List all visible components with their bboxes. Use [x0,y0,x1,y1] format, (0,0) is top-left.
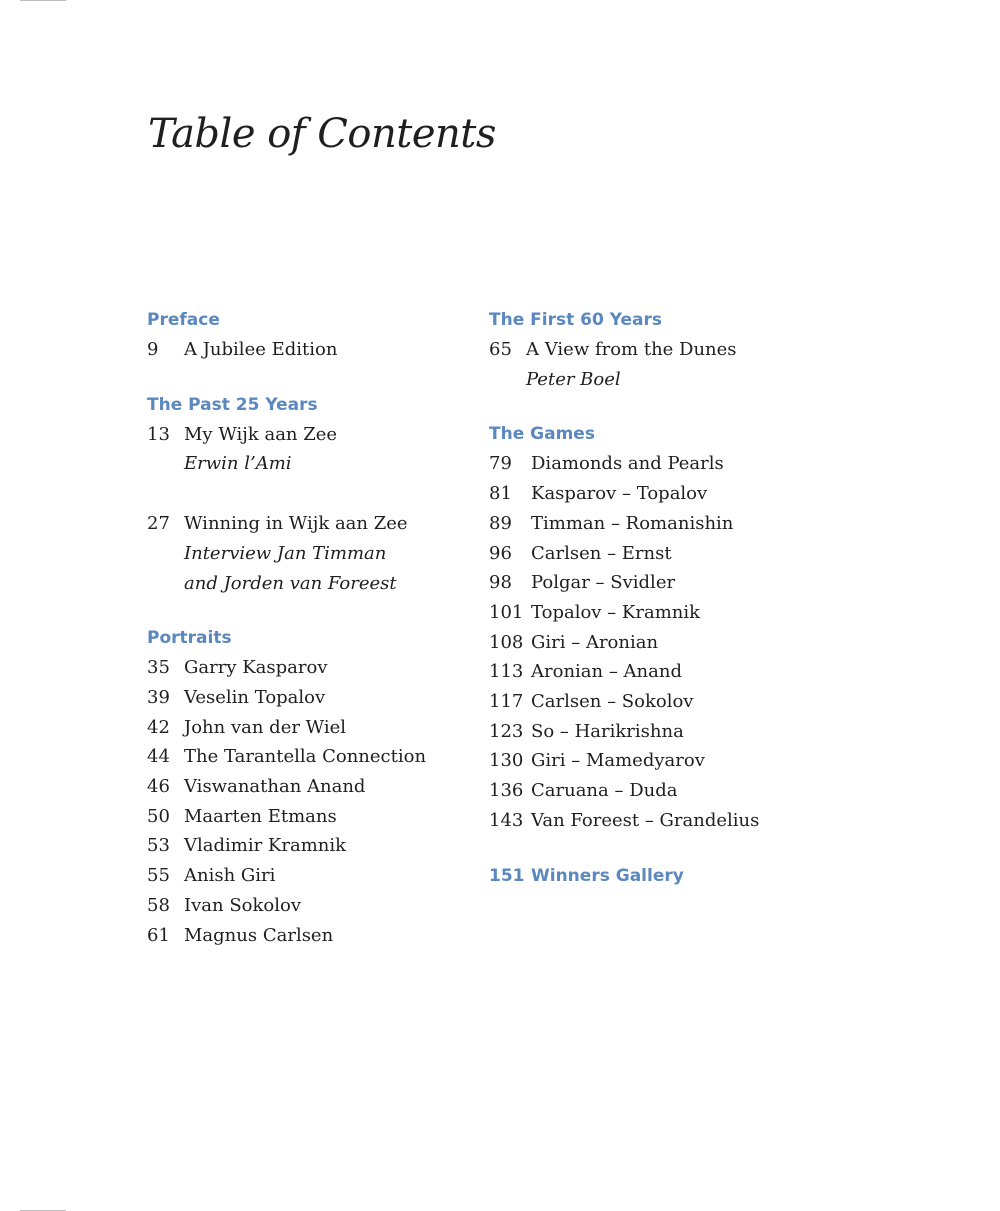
toc-entry[interactable] [489,479,829,509]
page-number: 151 [489,865,525,886]
page-number: 89 [489,512,512,534]
toc-left-column [147,308,477,950]
page-number: 9 [147,339,159,360]
page-number: 143 [489,809,524,831]
entry-title: Veselin Topalov [184,686,326,708]
entry-title: Van Foreest – Grandelius [531,809,760,831]
entry-title: Winners Gallery [531,865,684,886]
section-heading-preface: Preface [147,310,220,330]
entry-title: The Tarantella Connection [184,746,427,768]
entry-title: A Jubilee Edition [184,339,338,360]
toc-entry[interactable] [489,335,829,365]
toc-entry[interactable] [489,776,829,806]
page-number: 61 [147,924,170,946]
entry-title: Caruana – Duda [531,780,678,802]
page-number: 98 [489,572,512,594]
toc-entry[interactable] [147,861,477,891]
entry-title: Giri – Mamedyarov [531,750,705,772]
page-number: 96 [489,542,512,564]
page-number: 35 [147,657,170,679]
entry-author: and Jorden van Foreest [184,572,397,594]
toc-entry[interactable] [147,802,477,832]
entry-title: Ivan Sokolov [184,894,301,916]
toc-entry[interactable] [147,335,477,365]
section-heading-the-games: The Games [489,424,595,445]
page-number: 58 [147,894,170,916]
page-number: 42 [147,716,170,738]
entry-title: Timman – Romanishin [531,512,734,534]
toc-entry[interactable] [147,891,477,921]
toc-entry[interactable] [489,539,829,569]
page-number: 136 [489,780,524,802]
entry-title: Aronian – Anand [531,661,682,683]
page-number: 101 [489,601,524,623]
entry-title: John van der Wiel [184,716,347,738]
toc-entry[interactable] [147,420,477,450]
entry-title: Carlsen – Sokolov [531,691,694,713]
toc-right-column [489,308,829,888]
entry-title: A View from the Dunes [526,339,737,360]
entry-title: Carlsen – Ernst [531,542,672,564]
toc-entry[interactable] [489,509,829,539]
page-number: 108 [489,631,524,653]
portraits-list [147,653,477,950]
toc-entry[interactable] [489,746,829,776]
page-number: 123 [489,720,524,742]
section-heading-past-25-years: The Past 25 Years [147,394,318,415]
page-number: 13 [147,423,170,445]
entry-title: Magnus Carlsen [184,924,334,946]
page-number: 46 [147,776,170,798]
page-number: 81 [489,483,512,505]
toc-entry[interactable] [147,921,477,951]
page-number: 65 [489,339,512,360]
toc-entry[interactable] [489,598,829,628]
toc-entry[interactable] [147,772,477,802]
entry-title: Garry Kasparov [184,657,328,679]
toc-entry[interactable] [147,683,477,713]
entry-title: Vladimir Kramnik [184,835,347,857]
page-number: 39 [147,686,170,708]
toc-entry[interactable] [147,653,477,683]
entry-title: Maarten Etmans [184,805,337,827]
entry-title: Diamonds and Pearls [531,453,724,475]
toc-entry[interactable] [147,509,477,539]
entry-title: Topalov – Kramnik [531,601,701,623]
page-number: 53 [147,835,170,857]
entry-title: Anish Giri [184,865,276,887]
toc-entry[interactable] [489,628,829,658]
toc-entry-winners-gallery[interactable] [489,864,829,888]
toc-entry[interactable] [489,806,829,836]
page-number: 27 [147,513,170,535]
page-number: 130 [489,750,524,772]
toc-entry[interactable] [147,713,477,743]
entry-title: Winning in Wijk aan Zee [184,513,408,535]
entry-title: Kasparov – Topalov [531,483,708,505]
toc-entry[interactable] [147,831,477,861]
entry-title: Viswanathan Anand [184,776,366,798]
toc-entry[interactable] [489,717,829,747]
entry-title: My Wijk aan Zee [184,423,338,445]
toc-entry[interactable] [489,657,829,687]
page-number: 44 [147,746,170,768]
page-number: 50 [147,805,170,827]
entry-title: Giri – Aronian [531,631,659,653]
crop-mark-top [20,0,66,1]
section-heading-portraits: Portraits [147,628,232,649]
toc-entry[interactable] [489,449,829,479]
games-list [489,449,829,835]
toc-entry[interactable] [147,742,477,772]
page-number: 117 [489,691,524,713]
entry-author: Peter Boel [526,368,621,390]
page-number: 55 [147,865,170,887]
entry-author: Interview Jan Timman [184,542,387,564]
toc-entry[interactable] [489,687,829,717]
page-number: 113 [489,661,524,683]
entry-title: So – Harikrishna [531,720,684,742]
page-title: Table of Contents [148,111,496,157]
page-number: 79 [489,453,512,475]
toc-entry[interactable] [489,568,829,598]
entry-author: Erwin l’Ami [184,453,292,475]
section-heading-first-60-years: The First 60 Years [489,310,662,330]
entry-title: Polgar – Svidler [531,572,676,594]
